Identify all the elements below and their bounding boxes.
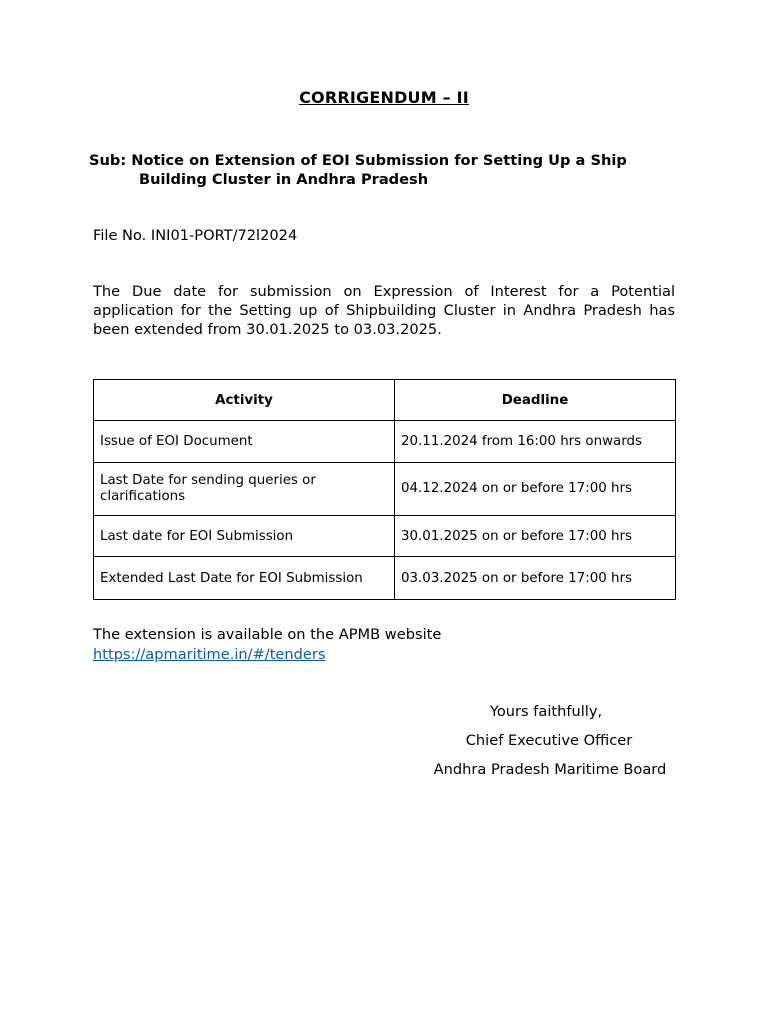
activity-cell: Last date for EOI Submission [94,516,395,557]
closing-salutation: Yours faithfully, [489,703,603,720]
subject-line-1: Sub: Notice on Extension of EOI Submission for Setting Up a Ship [89,152,627,169]
subject-line-2: Building Cluster in Andhra Pradesh [139,171,429,188]
activity-cell: Last Date for sending queries or clarifications [94,463,395,516]
deadline-cell: 20.11.2024 from 16:00 hrs onwards [395,421,676,463]
column-header-deadline: Deadline [395,380,676,421]
schedule-table [93,379,676,600]
deadline-cell: 03.03.2025 on or before 17:00 hrs [395,557,676,600]
notice-paragraph: The Due date for submission on Expression of Interest for a Potential application for the Setting up of Shipbuilding Cluster in Andhra Pradesh has been extended from 30.01.2025 to 03.03.2025. [93,283,675,338]
table-row [94,421,676,463]
extension-text: The extension is available on the APMB website [93,626,442,643]
column-header-activity: Activity [94,380,395,421]
table-row [94,463,676,516]
document-title: CORRIGENDUM – II [299,88,469,107]
table-row [94,516,676,557]
table-row [94,557,676,600]
subject-line [89,151,679,189]
signatory-organization: Andhra Pradesh Maritime Board [433,761,667,778]
activity-cell: Issue of EOI Document [94,421,395,463]
extension-note [93,625,441,665]
activity-cell: Extended Last Date for EOI Submission [94,557,395,600]
file-number: File No. INI01-PORT/72l2024 [93,227,298,244]
deadline-cell: 30.01.2025 on or before 17:00 hrs [395,516,676,557]
table-header-row [94,380,676,421]
deadline-cell: 04.12.2024 on or before 17:00 hrs [395,463,676,516]
signatory-designation: Chief Executive Officer [465,732,633,749]
tenders-link[interactable]: https://apmaritime.in/#/tenders [93,646,326,663]
